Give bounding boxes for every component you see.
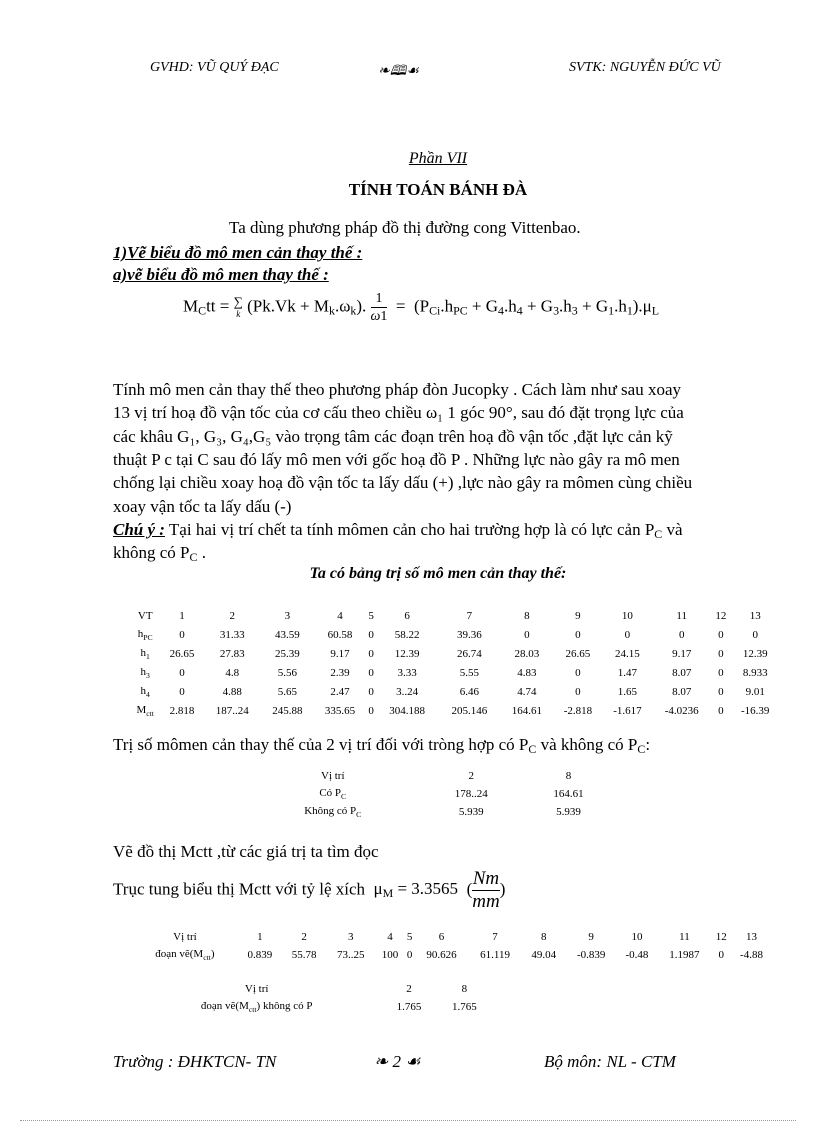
table-row <box>130 682 780 701</box>
table-cell: 4.88 <box>222 685 242 698</box>
row-label: Vị trí <box>244 983 269 995</box>
table-cell: 335.65 <box>324 704 356 717</box>
table-cell: 39.36 <box>456 628 482 641</box>
table-cell: 0 <box>368 647 374 660</box>
table-cell: 3 <box>284 609 291 622</box>
table-header-row <box>130 606 780 625</box>
table-cell: 24.15 <box>615 647 640 660</box>
row-label: $h_1$ <box>140 646 150 661</box>
table-cell: 26.65 <box>565 647 591 660</box>
subsection-heading: a)vẽ biểu đồ mô men thay thế : <box>113 265 329 284</box>
header-ornament: ❧🕮☙ <box>378 64 419 79</box>
table-cell: 0 <box>718 647 724 660</box>
table-cell: -4.88 <box>740 949 763 961</box>
row-label: Không có $P_C$ <box>304 805 362 819</box>
segment-table <box>132 928 772 964</box>
table-cell: 4 <box>337 609 343 622</box>
table-cell: 6 <box>438 931 445 943</box>
table-cell: 7 <box>492 931 498 943</box>
scale-line: Trục tung biểu thị Mctt với tỷ lệ xích $\mu_M = 3.3565$ ( $\frac{Nm}{mm}$) <box>113 868 506 912</box>
table-cell: 49.04 <box>531 949 557 961</box>
row-label: Vị trí <box>321 770 345 782</box>
table-cell: -16.39 <box>740 704 770 717</box>
table-cell: 0 <box>368 685 374 698</box>
table-cell: 12 <box>715 609 727 622</box>
page-title: TÍNH TOÁN BÁNH ĐÀ <box>348 180 528 199</box>
scale-text: Trục tung biểu thị Mctt với tỷ lệ xích <box>113 879 366 899</box>
row-label: $M_{ctt}$ <box>136 703 154 718</box>
table-cell: 164.61 <box>553 788 584 800</box>
table-cell: 1.765 <box>396 1001 422 1013</box>
table-cell: -0.839 <box>576 949 606 961</box>
footer-left: Trường : ĐHKTCN- TN <box>113 1052 277 1071</box>
table-row <box>130 663 780 682</box>
moment-table <box>130 606 780 720</box>
table-cell: 2 <box>229 609 236 622</box>
table-cell: 0 <box>718 666 724 679</box>
table-cell: 8.07 <box>672 666 692 679</box>
table-cell: 9 <box>575 609 581 622</box>
table-cell: 5.939 <box>458 806 484 818</box>
table-header-row <box>245 767 615 785</box>
table-cell: 0 <box>406 949 413 961</box>
table-cell: 0 <box>179 628 185 641</box>
table-cell: 8 <box>565 770 572 782</box>
table-cell: 9.17 <box>672 647 692 660</box>
table-cell: 8 <box>524 609 530 622</box>
table-cell: 0 <box>678 628 685 641</box>
para-line: các khâu G₁, G₃, G₄,G₅ vào trọng tâm các đoạn trên hoạ đồ vận tốc ,đặt lực cản kỹ <box>113 427 673 446</box>
table-row <box>130 625 780 644</box>
table-cell: 12 <box>715 931 727 943</box>
table-cell: 10 <box>621 609 633 622</box>
table-cell: 0 <box>575 666 581 679</box>
scale-mu: $\mu_M = 3.3565$ <box>373 879 459 901</box>
table-cell: 73..25 <box>336 949 365 961</box>
table-cell: -2.818 <box>563 704 593 717</box>
table-cell: 0 <box>624 628 631 641</box>
note-text: Tại hai vị trí chết ta tính mômen cản cho hai trường hợp là có lực cản $P_C$ và <box>168 520 683 541</box>
row-label: $h_4$ <box>140 684 150 699</box>
note-text-2: không có $P_C$ . <box>113 543 206 564</box>
table-cell: 9.17 <box>330 647 350 660</box>
table-cell: 31.33 <box>219 628 245 641</box>
table-cell: 5 <box>368 609 374 622</box>
table-row <box>130 701 780 720</box>
table-cell: 2 <box>468 770 474 782</box>
segment-table-no-pc <box>132 980 492 1016</box>
table-cell: 3.33 <box>397 666 417 679</box>
table-cell: 10 <box>631 931 643 943</box>
part-label: Phần VII <box>408 150 468 167</box>
table-cell: 9.01 <box>745 685 765 698</box>
table-cell: 2.47 <box>330 685 350 698</box>
table-cell: 27.83 <box>219 647 245 660</box>
table-row <box>132 946 772 964</box>
table-cell: 304.188 <box>389 704 425 717</box>
table-cell: -4.0236 <box>664 704 699 717</box>
table-cell: 1 <box>257 931 263 943</box>
header-right: SVTK: NGUYỄN ĐỨC VŨ <box>569 60 721 75</box>
para-line: 13 vị trí hoạ đồ vận tốc của cơ cấu theo chiều ω₁ 1 góc 90°, sau đó đặt trọng lực của <box>113 403 684 422</box>
table-cell: 1 <box>179 609 185 622</box>
footer-page: ❧ 2 ☙ <box>374 1052 421 1071</box>
row-label: Có $P_C$ <box>319 787 347 801</box>
table-cell: 3..24 <box>396 685 419 698</box>
table-title: Ta có bảng trị số mô men cản thay thế: <box>309 565 567 582</box>
note-label: Chú ý : <box>113 520 165 539</box>
table-cell: 4.74 <box>517 685 537 698</box>
row-label: VT <box>137 609 153 622</box>
table-cell: -0.48 <box>625 949 649 961</box>
table-cell: 90.626 <box>426 949 457 961</box>
table-cell: 205.146 <box>451 704 488 717</box>
table-cell: -1.617 <box>613 704 642 717</box>
para-line: xoay vận tốc ta lấy dấu (-) <box>113 497 292 516</box>
row-label: đoạn $vẽ(M_{ctt})$ <box>155 948 215 962</box>
table-cell: 7 <box>466 609 473 622</box>
row-label: $h_{PC}$ <box>137 627 153 642</box>
table-cell: 245.88 <box>272 704 303 717</box>
table-row <box>245 803 615 821</box>
formula: $M_Ctt$ = ∑ k $(Pk.Vk + M_k.\omega_k)$. 1 $\omega 1 = (P_{Ci}.h_{PC} + G_4.h_4 + G_3.h_3 + G_1.h_1).\mu_L$ <box>183 291 660 324</box>
row-label: Vị trí <box>173 931 197 943</box>
table-cell: 4.83 <box>517 666 537 679</box>
table-cell: 8.07 <box>672 685 692 698</box>
table-cell: 11 <box>676 609 687 622</box>
table-cell: 0 <box>524 628 530 641</box>
table-cell: 12.39 <box>394 647 420 660</box>
table-cell: 0 <box>368 628 374 641</box>
table-cell: 0 <box>718 628 724 641</box>
table-cell: 13 <box>746 931 757 943</box>
table-cell: 8 <box>461 983 468 995</box>
table-cell: 4 <box>387 931 393 943</box>
table-header-row <box>132 980 492 998</box>
table-cell: 4.8 <box>225 666 240 679</box>
table-cell: 26.74 <box>456 647 482 660</box>
table-cell: 0 <box>718 704 724 717</box>
row-label: $h_3$ <box>140 665 150 680</box>
table-cell: 5.55 <box>459 666 479 679</box>
table-cell: 1.1987 <box>669 949 700 961</box>
table-cell: 0 <box>368 666 374 679</box>
table-cell: 0 <box>368 704 374 717</box>
header-left: GVHD: VŨ QUÝ ĐẠC <box>150 60 279 75</box>
table-cell: 3 <box>347 931 354 943</box>
table-cell: 187..24 <box>215 704 249 717</box>
table-cell: 8 <box>541 931 547 943</box>
table-cell: 25.39 <box>274 647 300 660</box>
table-cell: 55.78 <box>291 949 317 961</box>
table-header-row <box>132 928 772 946</box>
table-cell: 100 <box>381 949 399 961</box>
table-cell: 2 <box>406 983 412 995</box>
table-cell: 43.59 <box>274 628 300 641</box>
table-cell: 1.65 <box>617 685 638 698</box>
table-cell: 2 <box>301 931 307 943</box>
table-cell: 13 <box>749 609 761 622</box>
footer-right: Bộ môn: NL - CTM <box>544 1052 676 1071</box>
table-cell: 2.39 <box>330 666 350 679</box>
page-border <box>20 1120 796 1121</box>
table-cell: 178..24 <box>454 788 488 800</box>
table-cell: 11 <box>679 931 690 943</box>
table-cell: 6.46 <box>459 685 479 698</box>
para-line: chống lại chiều xoay hoạ đồ vận tốc ta lấy dấu (+) ,lực nào gây ra mômen cùng chiều <box>113 473 693 492</box>
table-cell: 58.22 <box>394 628 420 641</box>
intro-text: Ta dùng phương pháp đồ thị đường cong Vittenbao. <box>229 218 581 237</box>
table-cell: 28.03 <box>514 647 540 660</box>
table-cell: 2.818 <box>169 704 195 717</box>
section-heading: 1)Vẽ biểu đồ mô men cản thay thế : <box>113 243 363 262</box>
table-cell: 8.933 <box>742 666 768 679</box>
dead-position-table <box>245 767 615 821</box>
table-cell: 0.839 <box>247 949 273 961</box>
table-cell: 26.65 <box>169 647 195 660</box>
table-cell: 9 <box>588 931 594 943</box>
row-label: đoạn $vẽ(M_{ctt})$ không có P <box>200 1000 313 1014</box>
note <box>113 520 683 542</box>
unit-den: mm <box>472 891 500 912</box>
table-cell: 5.56 <box>277 666 297 679</box>
table-cell: 0 <box>179 666 185 679</box>
table-cell: 0 <box>179 685 185 698</box>
para-line: Tính mô men cản thay thế theo phương pháp đòn Jucopky . Cách làm như sau xoay <box>113 380 681 399</box>
table-cell: 0 <box>718 685 724 698</box>
table-cell: 5.65 <box>277 685 297 698</box>
table-row <box>245 785 615 803</box>
unit-num: Nm <box>472 868 500 889</box>
table-cell: 61.119 <box>480 949 510 961</box>
table-cell: 5 <box>406 931 413 943</box>
table-cell: 6 <box>404 609 410 622</box>
table-cell: 1.47 <box>617 666 638 679</box>
table-cell: 0 <box>718 949 724 961</box>
table-cell: 1.765 <box>451 1001 477 1013</box>
table-cell: 0 <box>752 628 758 641</box>
para-graph: Vẽ đồ thị Mctt ,từ các giá trị ta tìm đọc <box>113 842 379 861</box>
table-row <box>130 644 780 663</box>
para-line: thuật P c tại C sau đó lấy mô men với gốc hoạ đồ P . Những lực nào gây ra mô men <box>113 450 680 469</box>
table-cell: 12.39 <box>742 647 768 660</box>
table-row <box>132 998 492 1016</box>
table-cell: 5.939 <box>556 806 581 818</box>
table-cell: 60.58 <box>327 628 353 641</box>
table-cell: 0 <box>575 628 581 641</box>
table-cell: 0 <box>575 685 581 698</box>
para-dead-positions: Trị số mômen cản thay thế của 2 vị trí đối với tròng hợp có $P_C$ và không có $P_C$: <box>113 735 651 756</box>
table-cell: 164.61 <box>511 704 542 717</box>
